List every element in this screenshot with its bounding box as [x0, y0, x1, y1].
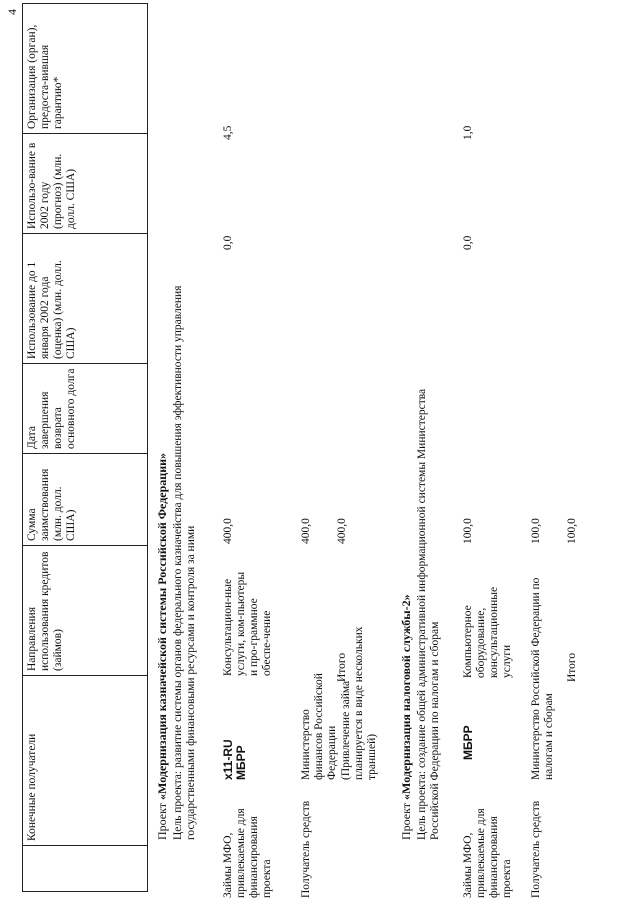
project1-title: Проект «Модернизация казначейской системы Российской Федерации»: [155, 452, 169, 840]
header-repayment-date: Дата завершения возврата основного долга: [23, 364, 148, 454]
project1-recipient-label: Получатель средств: [300, 800, 312, 898]
project2-goal-line1: Цель проекта: создание общей административной информационной системы Министерства: [416, 388, 428, 840]
project1-note: (Привлечение займа планируется в виде нескольких траншей): [340, 626, 378, 780]
project1-recipient-amount: 400,0: [300, 518, 312, 544]
project2-used-2001: 0,0: [462, 235, 474, 250]
project2-total-amount: 100,0: [566, 518, 578, 544]
header-used-2002: Использо-вание в 2002 году (прогноз) (млн. долл. США): [23, 134, 148, 234]
project1-recipient: Министерство финансов Российской Федерации: [300, 673, 338, 780]
project1-use: Консультацион-ные услуги, ком-пьютеры и про-граммное обеспе-чение: [222, 571, 273, 676]
header-recipients: Конечные получатели: [23, 676, 148, 846]
project2-amount: 100,0: [462, 518, 474, 544]
project1-goal-line2: государственными финансовыми ресурсами и контроля за ними: [185, 525, 197, 840]
project2-lender: МБРР: [461, 725, 475, 760]
header-amount: Сумма заимствования (млн. долл. США): [23, 454, 148, 546]
header-directions: Направления использования кредитов (займов): [23, 546, 148, 676]
header-cell-empty: [23, 846, 148, 892]
project1-used-2002: 4,5: [222, 125, 234, 140]
project1-goal-line1: Цель проекта: развитие системы органов федерального казначейства для повышения эффективности управления: [172, 285, 184, 840]
project2-recipient-amount: 100,0: [530, 518, 542, 544]
page-number: 4: [5, 9, 19, 15]
project1-used-2001: 0,0: [222, 235, 234, 250]
project1-code: x11-RU: [221, 739, 235, 780]
project2-total-label: Итого: [566, 652, 578, 682]
project2-use: Компьютерное оборудование, консультационные услуги: [462, 586, 513, 678]
header-used-2001: Использование до 1 января 2002 года (оценка) (млн. долл. США): [23, 234, 148, 364]
project2-goal-line2: Российской Федерации по налогам и сборам: [429, 621, 441, 840]
header-guarantor: Организация (орган), предоста-вившая гарантию*: [23, 4, 148, 134]
project2-used-2002: 1,0: [462, 125, 474, 140]
project1-lender: МБРР: [234, 745, 248, 780]
project2-loans-label: Займы МФО, привлекаемые для финансирования проекта: [462, 808, 513, 898]
project1-total-amount: 400,0: [336, 518, 348, 544]
project1-total-label: Итого: [336, 652, 348, 682]
project1-amount: 400,0: [222, 518, 234, 544]
project2-recipient: Министерство Российской Федерации по налогам и сборам: [530, 577, 555, 780]
project2-title: Проект «Модернизация налоговой службы-2»: [399, 594, 413, 840]
project2-recipient-label: Получатель средств: [530, 800, 542, 898]
project1-loans-label: Займы МФО, привлекаемые для финансирования проекта: [222, 808, 273, 898]
header-table: [22, 3, 148, 892]
